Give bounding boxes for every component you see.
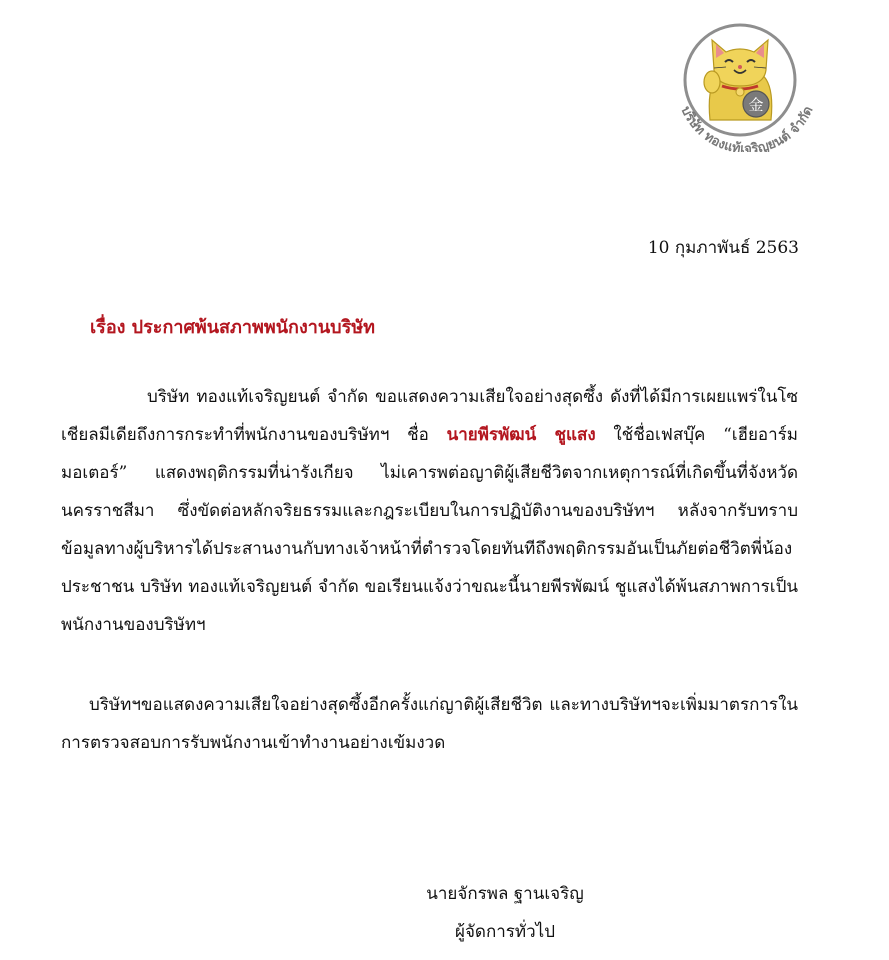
- signature-title: ผู้จัดการทั่วไป: [454, 922, 556, 942]
- paragraph-1-text-part2: ใช้ชื่อเฟสบุ๊ค “เฮียอาร์มมอเตอร์” แสดงพฤติกรรมที่น่ารังเกียจ ไม่เคารพต่อญาติผู้เสียชีวิตจากเหตุการณ์ที่เกิดขึ้นที่จังหวัดนครราชสีมา ซึ่งขัดต่อหลักจริยธรรมและกฎระเบียบในการปฏิบัติงานของบริษัทฯ หลังจากรับทราบข้อมูลทางผู้บริหารได้ประสานงานกับทางเจ้าหน้าที่ตำรวจโดยทันทีถึงพฤติกรรมอันเป็นภัยต่อชีวิตพี่น้องประชาชน บริษัท ทองแท้เจริญยนต์ จำกัด ขอเรียนแจ้งว่าขณะนี้นายพีรพัฒน์ ชูแสงได้พ้นสภาพการเป็นพนักงานของบริษัทฯ: [61, 425, 799, 635]
- paragraph-2-text: บริษัทฯขอแสดงความเสียใจอย่างสุดซึ้งอีกครั้งแก่ญาติผู้เสียชีวิต และทางบริษัทฯจะเพิ่มมาตรการในการตรวจสอบการรับพนักงานเข้าทำงานอย่างเข้มงวด: [61, 695, 798, 753]
- signature-name: นายจักรพล ฐานเจริญ: [426, 884, 584, 904]
- employee-name-highlight: นายพีรพัฒน์ ชูแสง: [446, 425, 596, 445]
- letter-date: 10 กุมภาพันธ์ 2563: [647, 238, 799, 258]
- body-paragraph-2: [61, 686, 798, 762]
- body-paragraph-1: [61, 378, 798, 644]
- letter-subject: เรื่อง ประกาศพ้นสภาพพนักงานบริษัท: [90, 317, 375, 338]
- paragraph-1-text-part1: บริษัท ทองแท้เจริญยนต์ จำกัด ขอแสดงความเสียใจอย่างสุดซึ้ง ดังที่ได้มีการเผยแพร่ในโซเชียลมีเดียถึงการกระทำที่พนักงานของบริษัทฯ ชื่อ: [61, 387, 798, 445]
- logo-company-text: บริษัท ทองแท้เจริญยนต์ จำกัด: [677, 104, 817, 152]
- lucky-cat-icon: [668, 20, 828, 152]
- svg-text:金: 金: [748, 96, 764, 114]
- company-logo: [668, 20, 828, 152]
